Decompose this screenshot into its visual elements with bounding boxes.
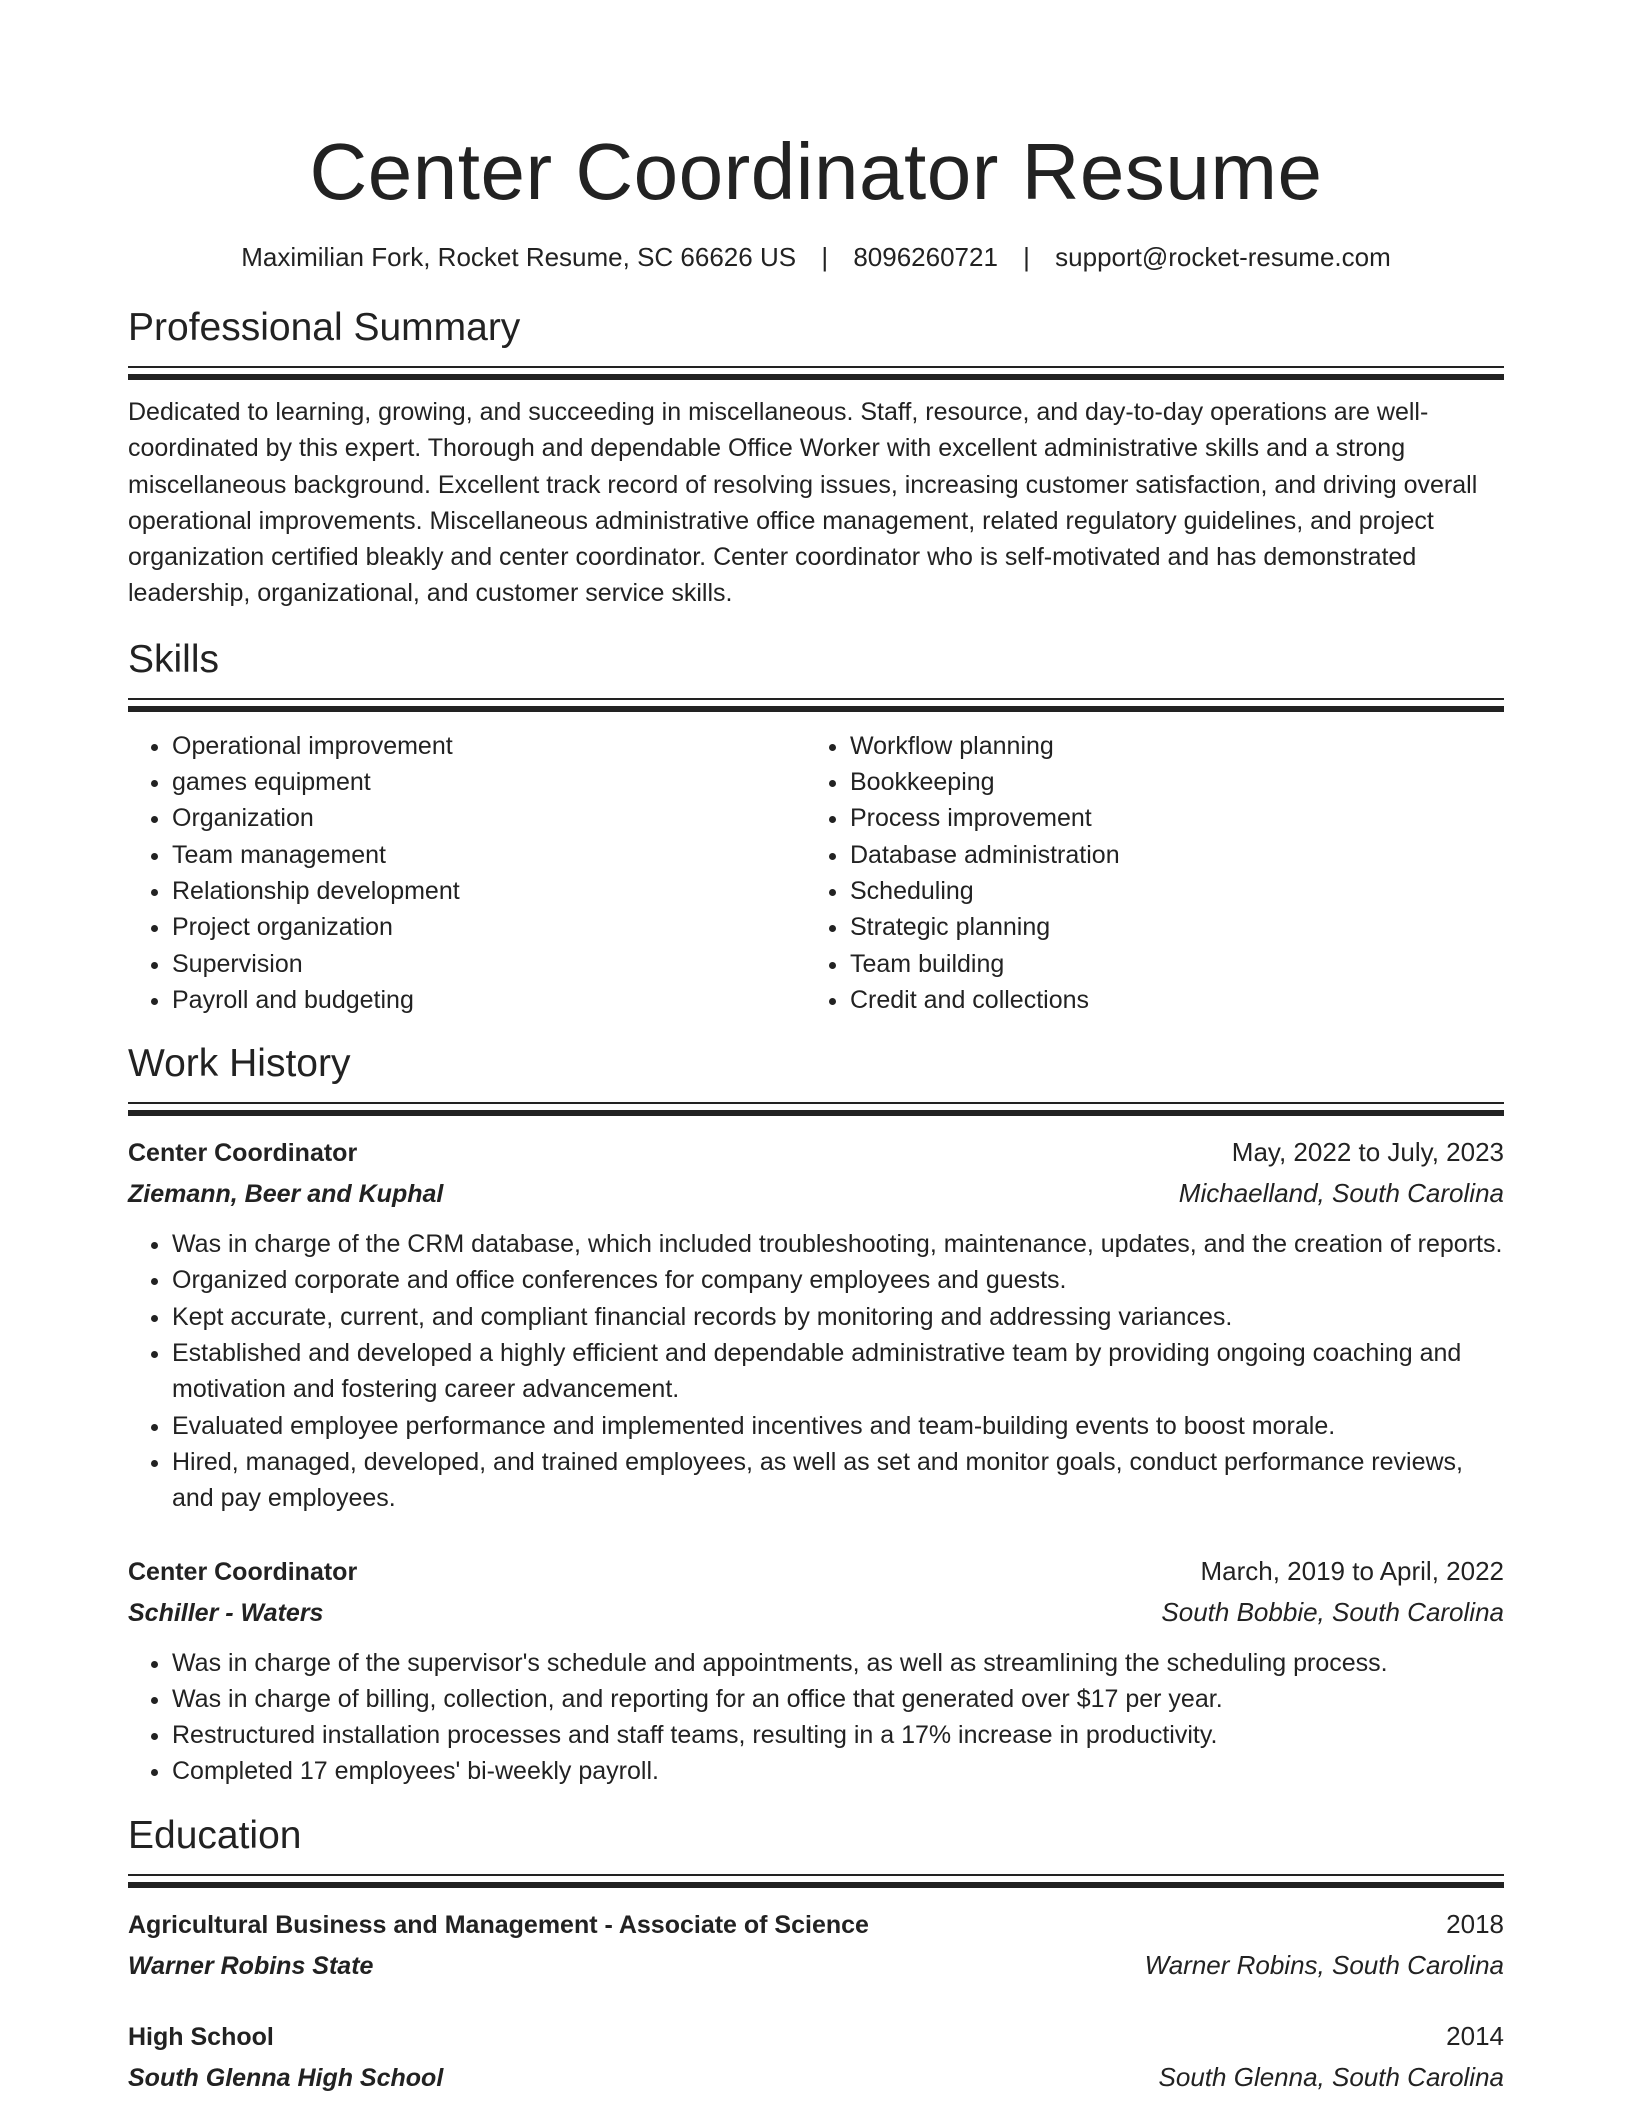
- skill-item: • Team management: [172, 837, 806, 873]
- resume-page: [128, 0, 1504, 2098]
- education-year: 2014: [1446, 2020, 1504, 2051]
- skill-item: • Bookkeeping: [850, 764, 1484, 800]
- contact-separator: |: [821, 242, 829, 272]
- job-company-row: [128, 1592, 1504, 1633]
- education-entry: [128, 2016, 1504, 2098]
- work-history-heading: Work History: [128, 1042, 351, 1086]
- job-title: Center Coordinator: [128, 1557, 358, 1586]
- job-company: Ziemann, Beer and Kuphal: [128, 1180, 444, 1209]
- summary-text: Dedicated to learning, growing, and succeeding in miscellaneous. Staff, resource, and day-to-day operations are well-coordinated by this expert. Thorough and dependable Office Worker with excellent administrative skills and a strong miscellaneous background. Excellent track record of resolving issues, increasing customer satisfaction, and driving overall operational improvements. Miscellaneous administrative office management, related regulatory guidelines, and project organization certified bleakly and center coordinator. Center coordinator who is self-motivated and has demonstrated leadership, organizational, and customer service skills.: [128, 398, 1478, 608]
- work-history-section: [128, 1040, 1504, 1790]
- job-bullet: • Hired, managed, developed, and trained employees, as well as set and monitor goals, conduct performance reviews, and pay employees.: [172, 1444, 1504, 1517]
- job-bullets: [128, 1645, 1504, 1790]
- skill-item: • Supervision: [172, 946, 806, 982]
- skills-list-right: [806, 728, 1484, 1018]
- job-company-row: [128, 1173, 1504, 1214]
- skills-columns: [128, 728, 1504, 1018]
- job-header-row: [128, 1132, 1504, 1173]
- job-header-row: [128, 1551, 1504, 1592]
- education-year: 2018: [1446, 1908, 1504, 1939]
- education-location: Warner Robins, South Carolina: [1144, 1949, 1504, 1980]
- education-school-row: [128, 1945, 1504, 1986]
- summary-heading: Professional Summary: [128, 306, 521, 349]
- section-divider-thick: [128, 706, 1504, 712]
- skill-item: • Relationship development: [172, 873, 806, 909]
- contact-separator: |: [1023, 242, 1030, 272]
- education-degree: Agricultural Business and Management - Associate of Science: [128, 1910, 869, 1939]
- summary-section: [128, 304, 1504, 612]
- skills-heading: Skills: [128, 637, 220, 681]
- job-dates: May, 2022 to July, 2023: [1231, 1137, 1504, 1168]
- education-header-row: [128, 2016, 1504, 2057]
- education-heading: Education: [128, 1813, 302, 1857]
- section-divider: [128, 1102, 1504, 1104]
- skill-item: • Process improvement: [850, 800, 1484, 836]
- education-location: South Glenna, South Carolina: [1158, 2061, 1504, 2092]
- job-bullet: • Evaluated employee performance and implemented incentives and team-building events to boost morale.: [172, 1408, 1504, 1444]
- skill-item: • Strategic planning: [850, 909, 1484, 945]
- education-school: South Glenna High School: [128, 2063, 444, 2092]
- job-bullet: • Restructured installation processes and staff teams, resulting in a 17% increase in productivity.: [172, 1717, 1504, 1753]
- skills-section: [128, 636, 1504, 1018]
- job-bullet: • Organized corporate and office conferences for company employees and guests.: [172, 1262, 1504, 1298]
- education-section: [128, 1812, 1504, 2098]
- education-school: Warner Robins State: [128, 1951, 374, 1980]
- section-divider: [128, 366, 1504, 368]
- contact-email[interactable]: support@rocket-resume.com: [1055, 242, 1391, 272]
- education-header-row: [128, 1904, 1504, 1945]
- job-company: Schiller - Waters: [128, 1598, 324, 1627]
- skill-item: • Database administration: [850, 837, 1484, 873]
- job-location: Michaelland, South Carolina: [1178, 1178, 1504, 1209]
- skill-item: • Operational improvement: [172, 728, 806, 764]
- job-bullets: [128, 1226, 1504, 1516]
- job-dates: March, 2019 to April, 2022: [1200, 1555, 1504, 1586]
- skill-item: • Credit and collections: [850, 982, 1484, 1018]
- skill-item: • games equipment: [172, 764, 806, 800]
- section-divider-thick: [128, 374, 1504, 380]
- education-school-row: [128, 2057, 1504, 2098]
- section-divider: [128, 698, 1504, 700]
- contact-line: [128, 240, 1504, 274]
- job-bullet: • Completed 17 employees' bi-weekly payroll.: [172, 1753, 1504, 1789]
- skill-item: • Scheduling: [850, 873, 1484, 909]
- skill-item: • Workflow planning: [850, 728, 1484, 764]
- job-title: Center Coordinator: [128, 1139, 358, 1168]
- job-bullet: • Established and developed a highly efficient and dependable administrative team by providing ongoing coaching and motivation and fostering career advancement.: [172, 1335, 1504, 1408]
- job-entry: [128, 1551, 1504, 1790]
- contact-phone: 8096260721: [853, 242, 998, 272]
- job-entry: [128, 1132, 1504, 1516]
- job-bullet: • Was in charge of the supervisor's schedule and appointments, as well as streamlining the scheduling process.: [172, 1645, 1504, 1681]
- job-bullet: • Kept accurate, current, and compliant financial records by monitoring and addressing variances.: [172, 1299, 1504, 1335]
- skill-item: • Organization: [172, 800, 806, 836]
- skill-item: • Project organization: [172, 909, 806, 945]
- skill-item: • Payroll and budgeting: [172, 982, 806, 1018]
- education-entry: [128, 1904, 1504, 1986]
- resume-title: Center Coordinator Resume: [309, 127, 1323, 216]
- section-divider-thick: [128, 1110, 1504, 1116]
- education-degree: High School: [128, 2022, 274, 2051]
- job-bullet: • Was in charge of billing, collection, and reporting for an office that generated over $17 per year.: [172, 1681, 1504, 1717]
- job-location: South Bobbie, South Carolina: [1161, 1596, 1504, 1627]
- contact-address: Maximilian Fork, Rocket Resume, SC 66626 US: [241, 242, 797, 272]
- job-bullet: • Was in charge of the CRM database, which included troubleshooting, maintenance, updates, and the creation of reports.: [172, 1226, 1504, 1262]
- skills-list-left: [128, 728, 806, 1018]
- section-divider: [128, 1874, 1504, 1876]
- section-divider-thick: [128, 1882, 1504, 1888]
- skill-item: • Team building: [850, 946, 1484, 982]
